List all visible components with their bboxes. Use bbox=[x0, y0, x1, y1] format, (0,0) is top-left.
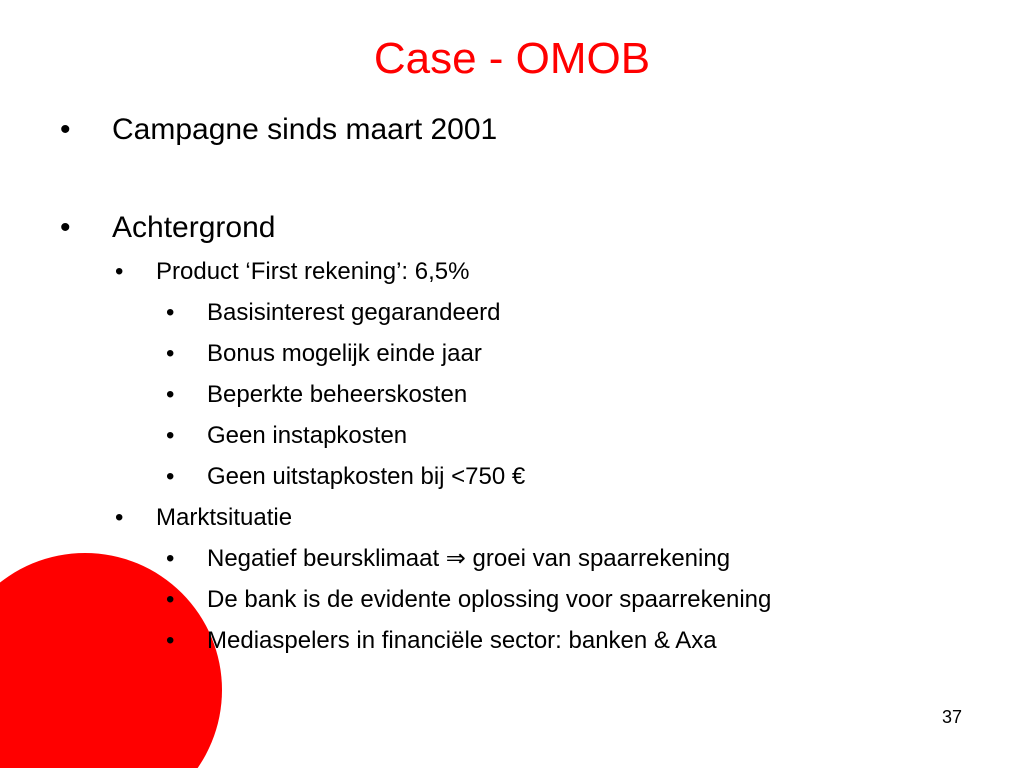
list-item-text: Geen uitstapkosten bij <750 € bbox=[207, 463, 526, 490]
bullet-icon: • bbox=[166, 340, 175, 367]
list-item-text: Basisinterest gegarandeerd bbox=[207, 299, 501, 326]
list-item-text: Negatief beursklimaat ⇒ groei van spaarrekening bbox=[207, 545, 731, 572]
list-item-text: Bonus mogelijk einde jaar bbox=[207, 340, 482, 367]
bullet-icon: • bbox=[166, 545, 175, 572]
bullet-icon: • bbox=[60, 113, 71, 146]
bullet-icon: • bbox=[166, 586, 175, 613]
page-number: 37 bbox=[941, 707, 962, 727]
bullet-icon: • bbox=[166, 299, 175, 326]
list-item-text: De bank is de evidente oplossing voor spaarrekening bbox=[207, 586, 772, 613]
bullet-icon: • bbox=[115, 258, 124, 285]
bullet-icon: • bbox=[166, 627, 175, 654]
list-item-text: Beperkte beheerskosten bbox=[207, 381, 468, 408]
bullet-icon: • bbox=[60, 211, 71, 244]
list-item-text: Campagne sinds maart 2001 bbox=[112, 113, 498, 146]
list-item-text: Geen instapkosten bbox=[207, 422, 408, 449]
bullet-icon: • bbox=[115, 504, 124, 531]
list-item-text: Mediaspelers in financiële sector: banken & Axa bbox=[207, 627, 717, 654]
slide-title: Case - OMOB bbox=[373, 34, 651, 83]
bullet-icon: • bbox=[166, 463, 175, 490]
list-item-text: Achtergrond bbox=[112, 211, 276, 244]
list-item-text: Product ‘First rekening’: 6,5% bbox=[156, 258, 470, 285]
bullet-icon: • bbox=[166, 381, 175, 408]
list-item-text: Marktsituatie bbox=[156, 504, 293, 531]
bullet-icon: • bbox=[166, 422, 175, 449]
